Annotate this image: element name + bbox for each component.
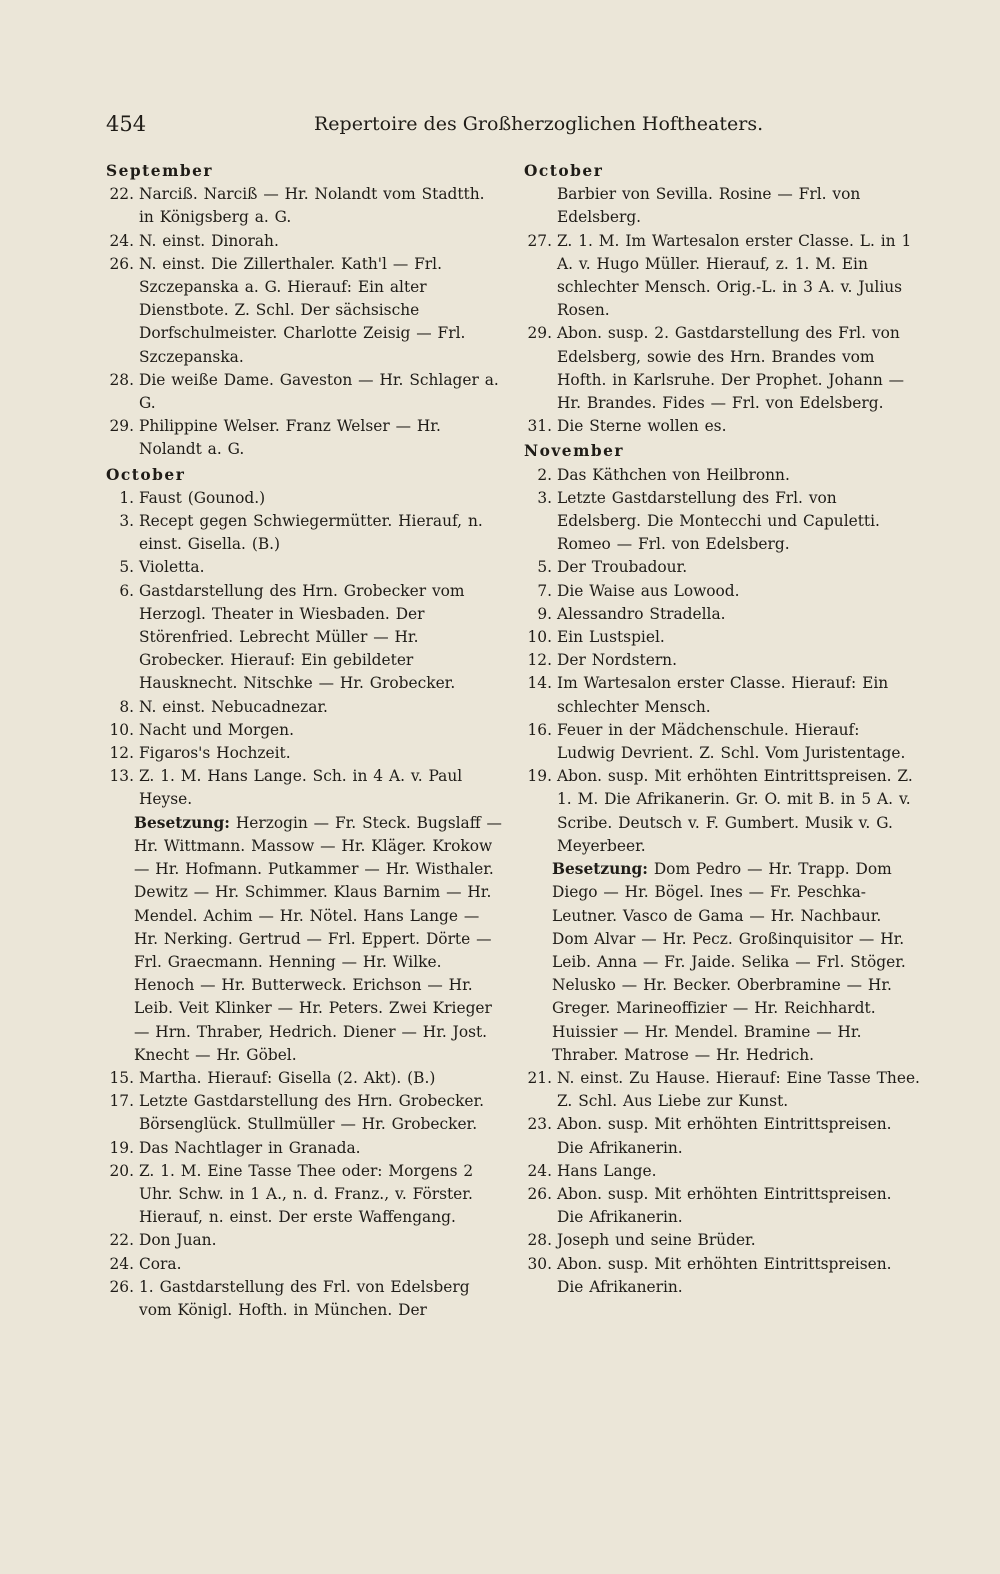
entry-text: Martha. Hierauf: Gisella (2. Akt). (B.) (139, 1068, 436, 1087)
entry-date: 8. (119, 697, 134, 716)
right-column (524, 158, 922, 1299)
repertoire-entry (106, 253, 504, 369)
entry-date: 21. (527, 1068, 552, 1087)
repertoire-entry (524, 322, 922, 415)
cast-label: Besetzung: (552, 860, 648, 879)
repertoire-entry (524, 1229, 922, 1252)
entry-text: Recept gegen Schwiegermütter. Hierauf, n. einst. Gisella. (B.) (139, 512, 483, 554)
entry-date: 3. (537, 488, 552, 507)
entry-text: Alessandro Stradella. (557, 604, 726, 623)
entry-text: Im Wartesalon erster Classe. Hierauf: Ein schlechter Mensch. (557, 674, 889, 716)
entry-text: Z. 1. M. Hans Lange. Sch. in 4 A. v. Paul Heyse. (139, 767, 463, 809)
entry-text: Violetta. (139, 558, 205, 577)
entry-date (524, 183, 557, 229)
entry-date: 10. (109, 720, 134, 739)
repertoire-entry (524, 1160, 922, 1183)
entry-date: 2. (537, 465, 552, 484)
entry-date: 17. (109, 1092, 134, 1111)
entry-date: 24. (527, 1161, 552, 1180)
page-header (106, 112, 896, 142)
entry-text: 1. Gastdarstellung des Frl. von Edelsberg vom Königl. Hofth. in München. Der (139, 1277, 470, 1319)
left-column (106, 158, 504, 1322)
entry-date: 23. (527, 1115, 552, 1134)
entry-date: 28. (527, 1231, 552, 1250)
entry-text: Cora. (139, 1254, 182, 1273)
entry-date: 9. (537, 604, 552, 623)
entry-text: Abon. susp. Mit erhöhten Eintrittspreisen. Die Afrikanerin. (557, 1184, 892, 1227)
repertoire-entry (106, 1137, 504, 1160)
entry-text: N. einst. Die Zillerthaler. Kath'l — Frl. Szczepanska a. G. Hierauf: Ein alter Dienstbote. Z. Schl. Der sächsische Dorfschulmeister. Charlotte Zeisig — Frl. Szczepanska. (139, 254, 466, 366)
entry-text: Die Sterne wollen es. (557, 417, 727, 436)
entry-date: 22. (109, 1231, 134, 1250)
repertoire-entry (106, 719, 504, 742)
entry-text: Das Käthchen von Heilbronn. (557, 465, 790, 484)
repertoire-entry (524, 603, 922, 626)
entry-date: 7. (537, 581, 552, 600)
entry-text: Abon. susp. 2. Gastdarstellung des Frl. von Edelsberg, sowie des Hrn. Brandes vom Hofth. in Karlsruhe. Der Prophet. Johann — Hr. Brandes. Fides — Frl. von Edelsberg. (557, 324, 905, 413)
repertoire-entry (106, 1067, 504, 1090)
entry-date: 5. (119, 558, 134, 577)
entry-date: 22. (109, 185, 134, 204)
entry-text: Faust (Gounod.) (139, 488, 266, 507)
repertoire-entry (106, 742, 504, 765)
entry-text: Der Nordstern. (557, 651, 677, 670)
entry-text: Hans Lange. (557, 1161, 657, 1180)
repertoire-entry (106, 1229, 504, 1252)
entry-text: Figaros's Hochzeit. (139, 744, 291, 763)
entry-date: 6. (119, 581, 134, 600)
entry-text: Die weiße Dame. Gaveston — Hr. Schlager a. G. (139, 370, 499, 413)
repertoire-entry (524, 487, 922, 557)
entry-date: 26. (527, 1184, 552, 1203)
repertoire-entry (106, 510, 504, 556)
entry-date: 12. (109, 744, 134, 763)
entry-text: Joseph und seine Brüder. (557, 1231, 756, 1250)
repertoire-entry (524, 1183, 922, 1229)
entry-text: Gastdarstellung des Hrn. Grobecker vom Herzogl. Theater in Wiesbaden. Der Störenfried. Lebrecht Müller — Hr. Grobecker. Hierauf: Ein gebildeter Hausknecht. Nitschke — Hr. Grobecker. (139, 581, 465, 693)
repertoire-entry (106, 580, 504, 696)
entry-date: 1. (119, 488, 134, 507)
running-title: Repertoire des Großherzoglichen Hoftheaters. (314, 113, 764, 135)
month-heading: November (524, 442, 625, 461)
repertoire-entry (106, 415, 504, 461)
repertoire-entry (524, 649, 922, 672)
entry-text: Der Troubadour. (557, 558, 688, 577)
entry-date: 26. (109, 254, 134, 273)
entry-text: Z. 1. M. Im Wartesalon erster Classe. L. in 1 A. v. Hugo Müller. Hierauf, z. 1. M. Ein schlechter Mensch. Orig.-L. in 3 A. v. Julius Rosen. (557, 231, 912, 320)
entry-text: Feuer in der Mädchenschule. Hierauf: Ludwig Devrient. Z. Schl. Vom Juristentage. (557, 720, 906, 763)
repertoire-entry (524, 672, 922, 718)
repertoire-entry (106, 1276, 504, 1322)
repertoire-entry (524, 1253, 922, 1299)
repertoire-entry (106, 369, 504, 415)
entry-date: 20. (109, 1161, 134, 1180)
month-heading: October (524, 162, 604, 180)
entry-text: Z. 1. M. Eine Tasse Thee oder: Morgens 2 Uhr. Schw. in 1 A., n. d. Franz., v. Förster. Hierauf, n. einst. Der erste Waffengang. (139, 1161, 474, 1227)
repertoire-entry (524, 183, 922, 229)
repertoire-entry (106, 765, 504, 811)
entry-date: 28. (109, 370, 134, 389)
repertoire-entry (524, 464, 922, 487)
entry-date: 12. (527, 651, 552, 670)
entry-date: 26. (109, 1277, 134, 1296)
entry-text: N. einst. Zu Hause. Hierauf: Eine Tasse Thee. Z. Schl. Aus Liebe zur Kunst. (557, 1068, 920, 1111)
entry-date: 24. (109, 231, 134, 250)
entry-date: 30. (527, 1254, 552, 1273)
repertoire-entry (106, 556, 504, 579)
repertoire-entry (524, 626, 922, 649)
cast-list (106, 812, 504, 1067)
entry-text: Abon. susp. Mit erhöhten Eintrittspreisen. Die Afrikanerin. (557, 1254, 892, 1296)
repertoire-entry (524, 1113, 922, 1159)
entry-date: 15. (109, 1068, 134, 1087)
repertoire-entry (106, 487, 504, 510)
entry-text: Letzte Gastdarstellung des Hrn. Grobecker. Börsenglück. Stullmüller — Hr. Grobecker. (139, 1092, 485, 1134)
entry-text: Barbier von Sevilla. Rosine — Frl. von Edelsberg. (557, 185, 861, 227)
entry-date: 24. (109, 1254, 134, 1273)
entry-date: 3. (119, 512, 134, 531)
repertoire-entry (106, 1090, 504, 1136)
entry-date: 13. (109, 767, 134, 786)
entry-date: 14. (527, 674, 552, 693)
repertoire-entry (106, 183, 504, 229)
entry-text: Ein Lustspiel. (557, 628, 665, 647)
cast-label: Besetzung: (134, 813, 230, 832)
repertoire-entry (106, 1160, 504, 1230)
entry-text: N. einst. Dinorah. (139, 231, 279, 250)
entry-text: Nacht und Morgen. (139, 720, 294, 739)
entry-date: 31. (527, 417, 552, 436)
entry-date: 16. (527, 720, 552, 739)
cast-text: Dom Pedro — Hr. Trapp. Dom Diego — Hr. Bögel. Ines — Fr. Peschka-Leutner. Vasco de Gama — Hr. Nachbaur. Dom Alvar — Hr. Pecz. Großinquisitor — Hr. Leib. Anna — Fr. Jaide. Selika — Frl. Stöger. Nelusko — Hr. Becker. Oberbramine — Hr. Greger. Marineoffizier — Hr. Reichhardt. Huissier — Hr. Mendel. Bramine — Hr. Thraber. Matrose — Hr. Hedrich. (552, 860, 906, 1064)
page-number: 454 (106, 112, 147, 136)
entry-text: Das Nachtlager in Granada. (139, 1138, 361, 1157)
entry-date: 27. (527, 231, 552, 250)
repertoire-entry (106, 696, 504, 719)
repertoire-entry (524, 765, 922, 858)
entry-date: 5. (537, 558, 552, 577)
repertoire-entry (106, 230, 504, 253)
repertoire-entry (524, 415, 922, 438)
entry-text: Abon. susp. Mit erhöhten Eintrittspreisen. Die Afrikanerin. (557, 1115, 892, 1157)
repertoire-entry (524, 580, 922, 603)
entry-date: 19. (109, 1138, 134, 1157)
month-heading: October (106, 465, 186, 484)
cast-list (524, 858, 922, 1067)
entry-text: Don Juan. (139, 1231, 217, 1250)
cast-text: Herzogin — Fr. Steck. Bugslaff — Hr. Wittmann. Massow — Hr. Kläger. Krokow — Hr. Hofmann. Putkammer — Hr. Wisthaler. Dewitz — Hr. Schimmer. Klaus Barnim — Hr. Mendel. Achim — Hr. Nötel. Hans Lange — Hr. Nerking. Gertrud — Frl. Eppert. Dörte — Frl. Graecmann. Henning — Hr. Wilke. Henoch — Hr. Butterweck. Erichson — Hr. Leib. Veit Klinker — Hr. Peters. Zwei Krieger — Hrn. Thraber, Hedrich. Diener — Hr. Jost. Knecht — Hr. Göbel. (134, 813, 502, 1064)
entry-text: Letzte Gastdarstellung des Frl. von Edelsberg. Die Montecchi und Capuletti. Romeo — Frl. von Edelsberg. (557, 488, 880, 554)
entry-text: Abon. susp. Mit erhöhten Eintrittspreisen. Z. 1. M. Die Afrikanerin. Gr. O. mit B. in 5 A. v. Scribe. Deutsch v. F. Gumbert. Musik v. G. Meyerbeer. (557, 767, 913, 855)
month-heading: September (106, 162, 214, 180)
repertoire-entry (524, 556, 922, 579)
entry-date: 10. (527, 628, 552, 647)
repertoire-entry (524, 230, 922, 323)
entry-text: Die Waise aus Lowood. (557, 581, 740, 600)
repertoire-entry (106, 1253, 504, 1276)
entry-text: Philippine Welser. Franz Welser — Hr. Nolandt a. G. (139, 417, 441, 459)
entry-date: 29. (109, 417, 134, 436)
entry-text: N. einst. Nebucadnezar. (139, 697, 328, 716)
entry-date: 29. (527, 324, 552, 343)
entry-text: Narciß. Narciß — Hr. Nolandt vom Stadtth. in Königsberg a. G. (139, 185, 485, 227)
entry-date: 19. (527, 767, 552, 786)
repertoire-entry (524, 719, 922, 765)
repertoire-entry (524, 1067, 922, 1113)
